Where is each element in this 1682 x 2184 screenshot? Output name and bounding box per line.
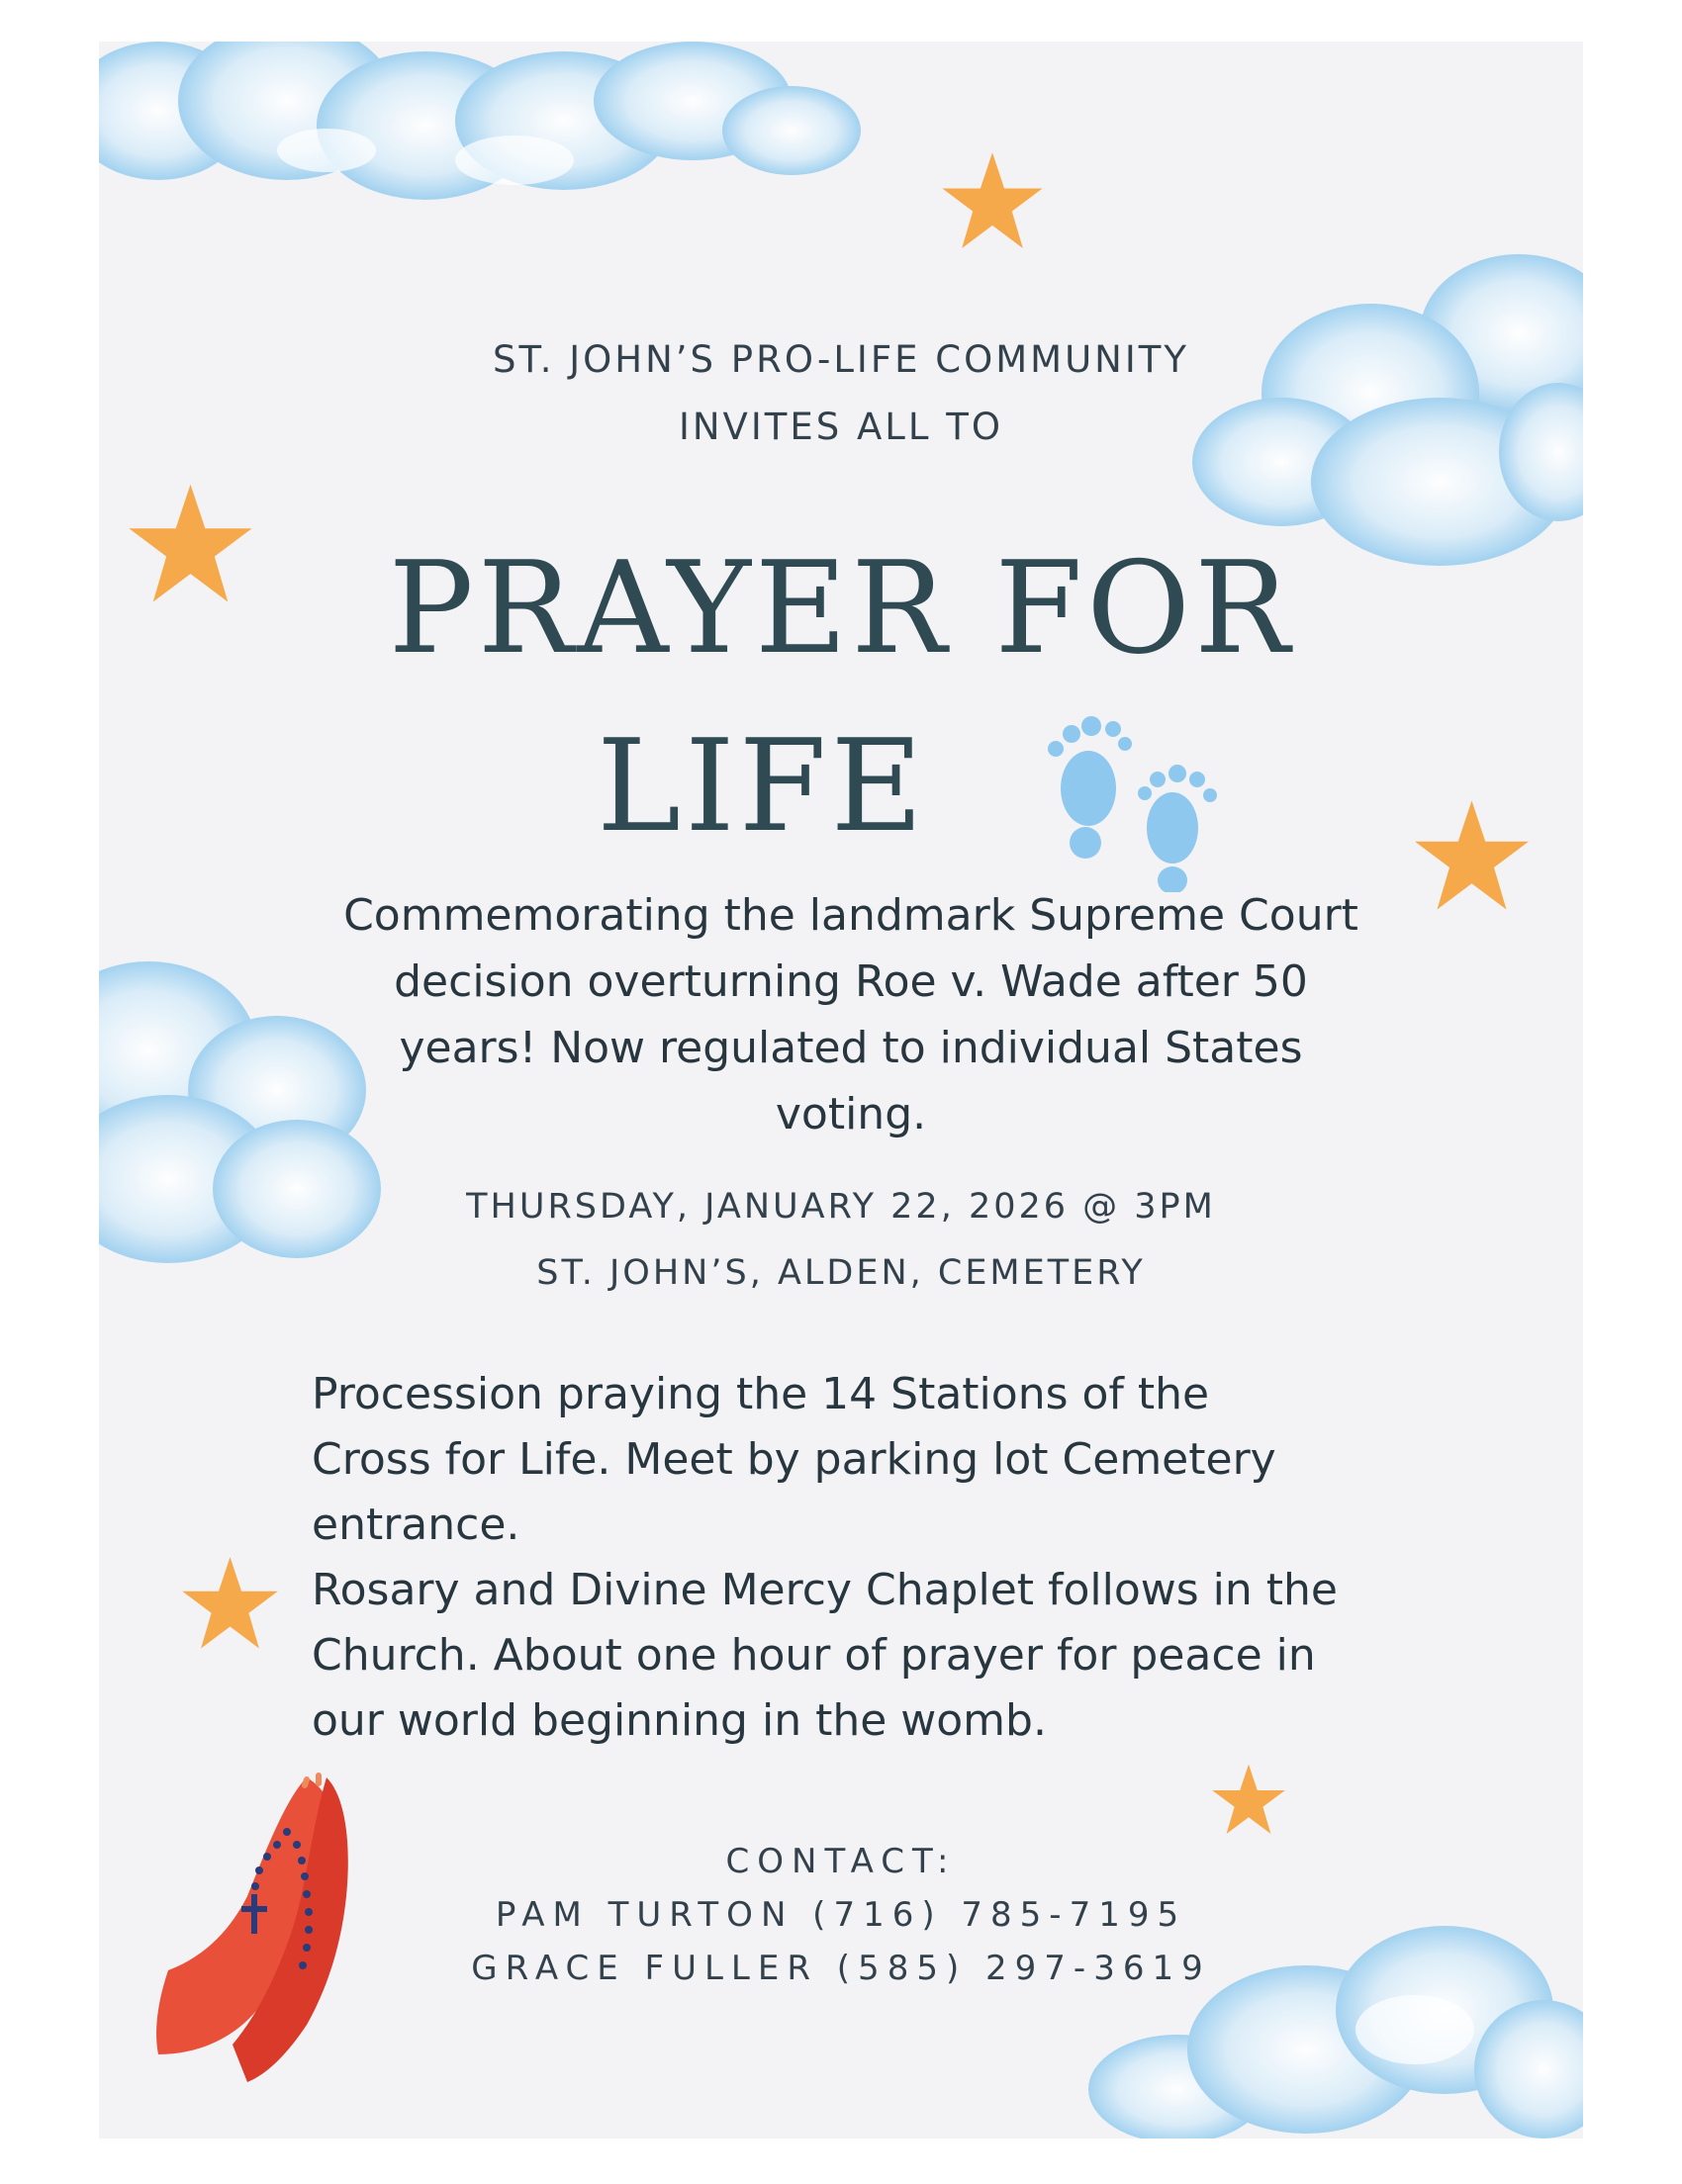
details-line: Cross for Life. Meet by parking lot Cemetery bbox=[312, 1434, 1276, 1485]
star-icon bbox=[938, 150, 1047, 259]
star-icon bbox=[178, 1555, 282, 1659]
contact-person: PAM TURTON (716) 785-7195 bbox=[495, 1895, 1187, 1935]
intro-line: Commemorating the landmark Supreme Court bbox=[343, 890, 1358, 941]
intro-line: years! Now regulated to individual States bbox=[399, 1023, 1303, 1073]
intro-line: voting. bbox=[775, 1089, 927, 1139]
contact-person: GRACE FULLER (585) 297-3619 bbox=[471, 1949, 1211, 1988]
details-line: Rosary and Divine Mercy Chaplet follows in the bbox=[312, 1565, 1338, 1615]
contact-heading: CONTACT: bbox=[725, 1842, 957, 1881]
flyer-page bbox=[99, 42, 1583, 2138]
intro-line: decision overturning Roe v. Wade after 50 bbox=[394, 956, 1308, 1007]
intro-paragraph bbox=[277, 882, 1425, 1147]
event-location: ST. JOHN’S, ALDEN, CEMETERY bbox=[536, 1253, 1146, 1293]
event-title-line-2: LIFE bbox=[597, 713, 927, 861]
cloud-icon bbox=[99, 42, 871, 229]
organization-line: ST. JOHN’S PRO-LIFE COMMUNITY bbox=[493, 338, 1189, 381]
details-line: our world beginning in the womb. bbox=[312, 1695, 1047, 1746]
details-paragraph bbox=[312, 1362, 1420, 1754]
star-icon bbox=[1209, 1763, 1288, 1842]
details-line: Procession praying the 14 Stations of the bbox=[312, 1369, 1210, 1419]
details-line: entrance. bbox=[312, 1500, 520, 1550]
invitation-line: INVITES ALL TO bbox=[678, 406, 1004, 448]
event-title-line-1: PRAYER FOR bbox=[388, 535, 1294, 682]
event-date-time: THURSDAY, JANUARY 22, 2026 @ 3PM bbox=[466, 1187, 1216, 1227]
details-line: Church. About one hour of prayer for peace in bbox=[312, 1630, 1316, 1681]
